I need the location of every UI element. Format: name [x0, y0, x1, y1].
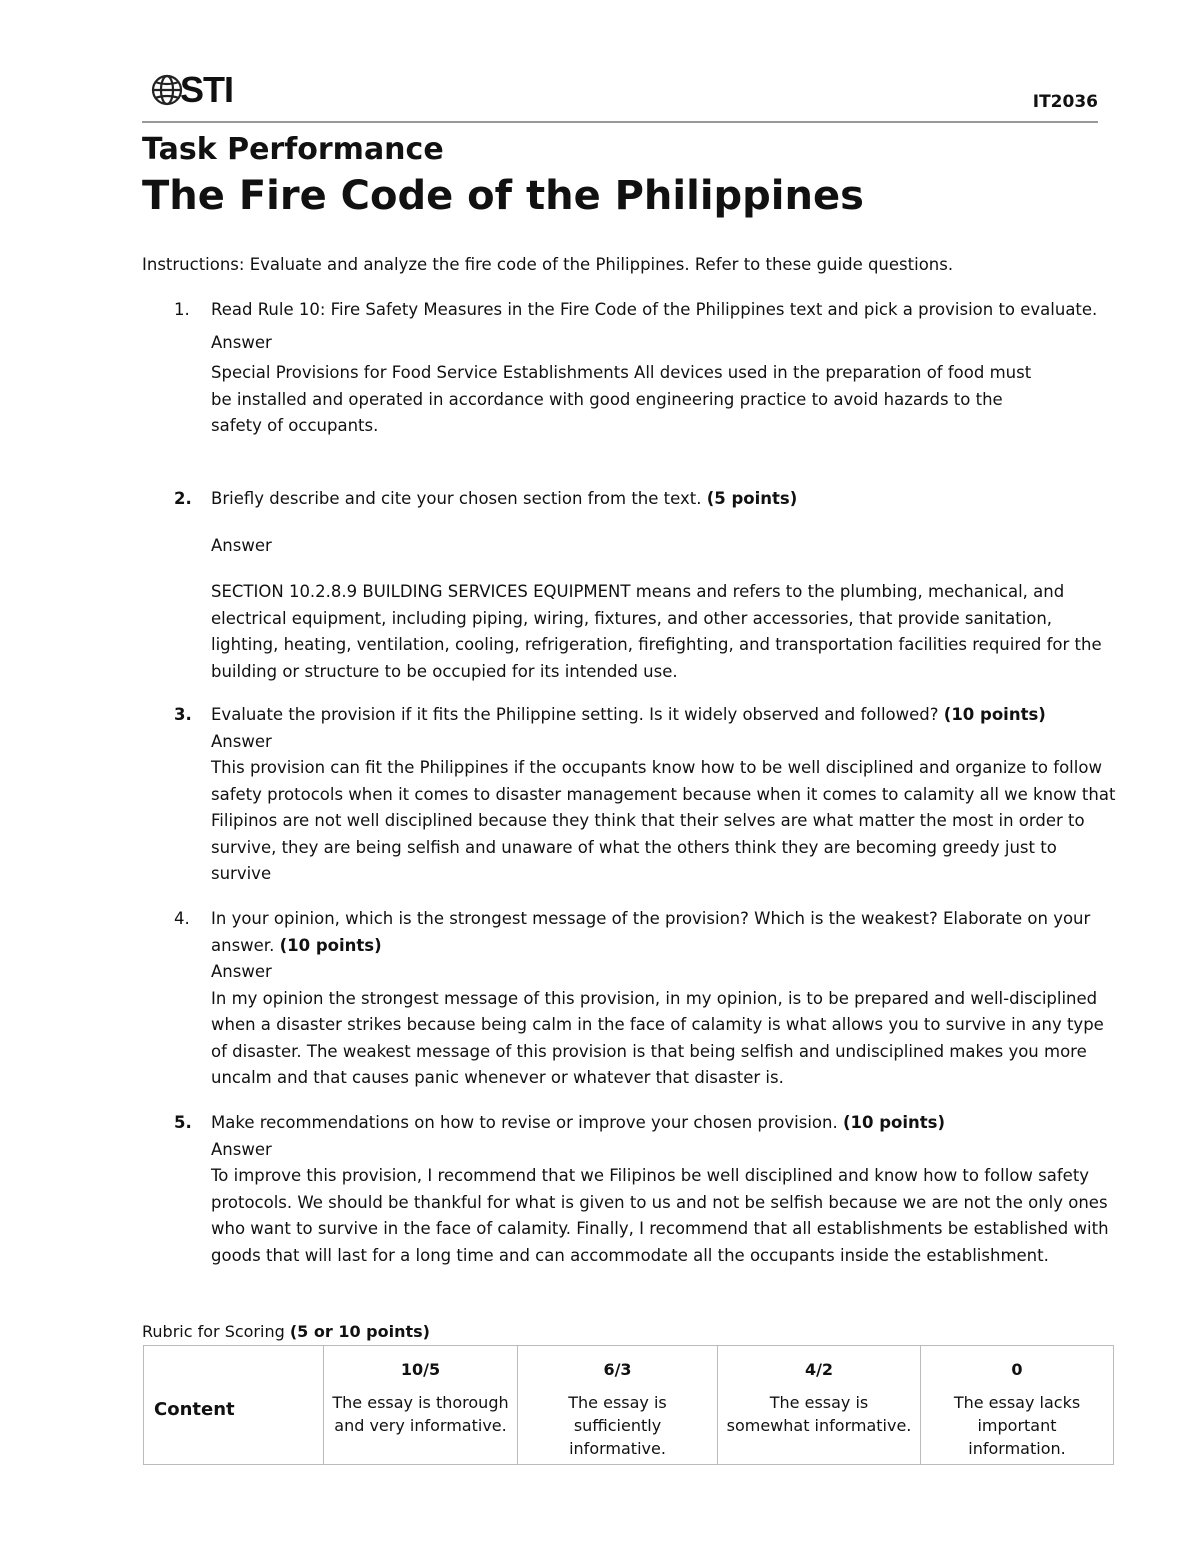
answer-label: Answer	[211, 535, 272, 555]
page-kicker: Task Performance	[142, 132, 444, 167]
rubric-row-header: Content	[144, 1346, 324, 1465]
question-points: (5 points)	[706, 489, 798, 508]
answer-label: Answer	[211, 1139, 272, 1159]
question-prompt: Evaluate the provision if it fits the Philippine setting. Is it widely observed and followed? (10 points)	[211, 705, 1046, 724]
table-row	[144, 1346, 1114, 1465]
question-points: (10 points)	[842, 1113, 946, 1132]
question-number: 4.	[174, 909, 190, 928]
rubric-score: 4/2	[804, 1360, 834, 1379]
rubric-score: 10/5	[400, 1360, 441, 1379]
question-1	[142, 297, 1122, 440]
answer-text: In my opinion the strongest message of this provision, in my opinion, is to be prepared and well-disciplined when a disaster strikes because being calm in the face of calamity is what allows you to survive in any type of disaster. The weakest message of this provision is that being selfish and undisciplined makes you more uncalm and that causes panic whenever or whatever that disaster is.	[211, 988, 1104, 1087]
page-title: The Fire Code of the Philippines	[142, 173, 864, 219]
rubric-cell	[324, 1346, 518, 1465]
globe-icon	[150, 73, 184, 107]
answer-text: SECTION 10.2.8.9 BUILDING SERVICES EQUIPMENT means and refers to the plumbing, mechanical, and electrical equipment, including piping, wiring, fixtures, and other accessories, that provide sanitation, lighting, heating, ventilation, cooling, refrigeration, firefighting, and transportation facilities required for the building or structure to be occupied for its intended use.	[211, 582, 1102, 681]
rubric-desc: The essay is sufficiently informative.	[568, 1393, 667, 1458]
rubric-score: 0	[1011, 1360, 1023, 1379]
question-2	[142, 486, 1122, 685]
rubric-desc: The essay is somewhat informative.	[726, 1393, 912, 1435]
rubric-desc: The essay is thorough and very informative.	[332, 1393, 509, 1435]
question-3	[142, 702, 1122, 888]
answer-label: Answer	[211, 332, 272, 352]
question-number: 3.	[174, 705, 192, 724]
rubric-label: Rubric for Scoring (5 or 10 points)	[142, 1322, 430, 1341]
answer-text: This provision can fit the Philippines if the occupants know how to be well disciplined and organize to follow safety protocols when it comes to disaster management because when it comes to calamity all we know that Filipinos are not well disciplined because they think that their selves are what matter the most in order to survive, they are being selfish and unaware of what the others think they are becoming greedy just to survive	[211, 758, 1116, 883]
logo-text: STI	[180, 69, 234, 110]
rubric-table	[143, 1345, 1114, 1465]
instructions: Instructions: Evaluate and analyze the fire code of the Philippines. Refer to these guide questions.	[142, 255, 954, 274]
rubric-cell	[921, 1346, 1114, 1465]
answer-text: Special Provisions for Food Service Establishments All devices used in the preparation of food must be installed and operated in accordance with good engineering practice to avoid hazards to the safety of occupants.	[211, 363, 1032, 435]
answer-text: To improve this provision, I recommend that we Filipinos be well disciplined and know how to follow safety protocols. We should be thankful for what is given to us and not be selfish because we are not the only ones who want to survive in the face of calamity. Finally, I recommend that all establishments be established with goods that will last for a long time and can accommodate all the occupants inside the establishment.	[211, 1166, 1109, 1265]
question-number: 2.	[174, 489, 192, 508]
question-points: (10 points)	[943, 705, 1046, 724]
rubric-cell	[718, 1346, 921, 1465]
question-prompt: Read Rule 10: Fire Safety Measures in the Fire Code of the Philippines text and pick a provision to evaluate.	[211, 300, 1098, 319]
rubric-desc: The essay lacks important information.	[953, 1393, 1081, 1458]
rubric-cell	[518, 1346, 718, 1465]
question-prompt: Briefly describe and cite your chosen section from the text. (5 points)	[211, 489, 798, 508]
question-prompt: In your opinion, which is the strongest message of the provision? Which is the weakest? Elaborate on your answer. (10 points)	[211, 909, 1091, 955]
rubric-score: 6/3	[603, 1360, 632, 1379]
question-4	[142, 906, 1122, 1092]
question-number: 5.	[174, 1113, 192, 1132]
question-number: 1.	[174, 300, 190, 319]
sti-logo	[150, 69, 234, 110]
header-divider	[142, 121, 1098, 123]
answer-label: Answer	[211, 731, 272, 751]
question-prompt: Make recommendations on how to revise or improve your chosen provision. (10 points)	[211, 1113, 946, 1132]
question-points: (10 points)	[279, 935, 382, 955]
course-code: IT2036	[1032, 92, 1098, 112]
question-5	[142, 1110, 1122, 1269]
answer-label: Answer	[211, 962, 272, 981]
